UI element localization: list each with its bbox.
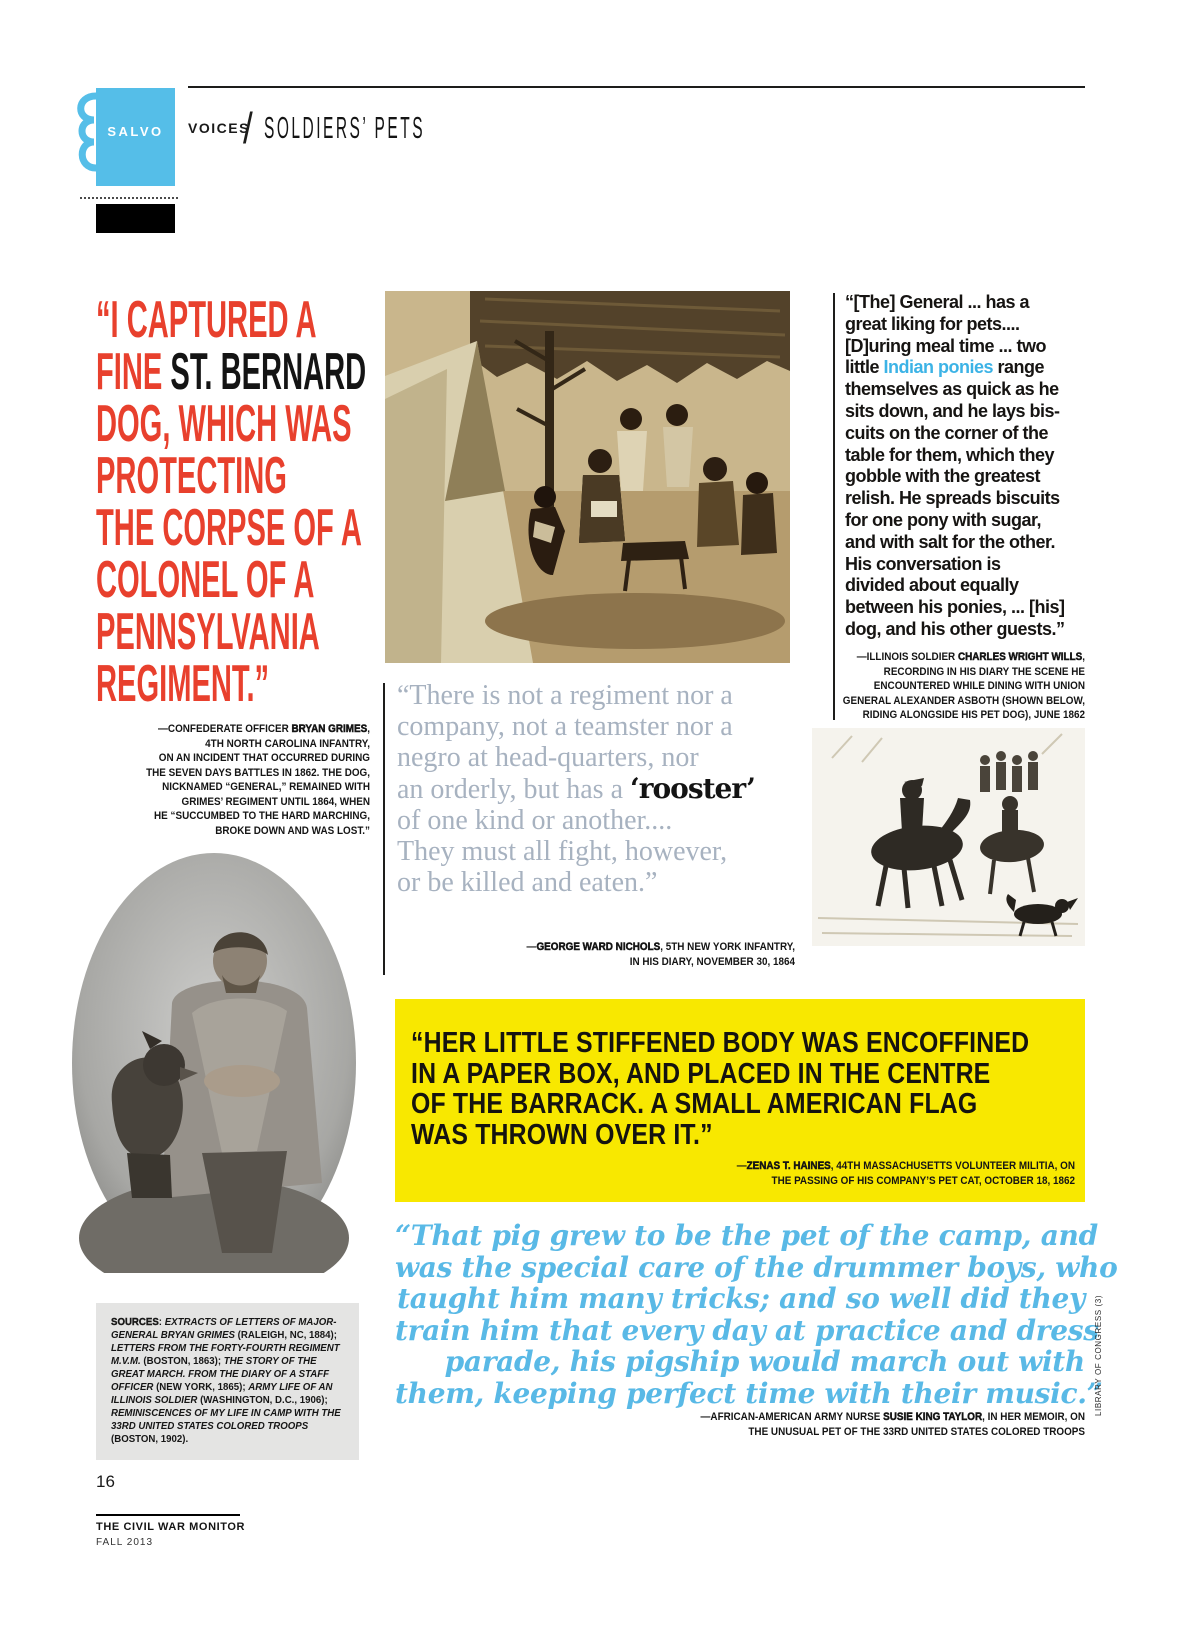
source-segment: (NEW YORK, 1865); xyxy=(153,1381,249,1393)
source-segment: (RALEIGH, NC, 1884); xyxy=(234,1329,337,1341)
quote-text: , 5TH NEW YORK INFANTRY, xyxy=(660,941,795,953)
pull-quote-nichols xyxy=(397,680,755,898)
quote-text: NICKNAMED “GENERAL,” REMAINED WITH xyxy=(162,781,370,793)
quote-emphasis: Indian ponies xyxy=(883,357,994,378)
quote-line xyxy=(96,499,398,557)
quote-text: train him that every day at practice and dress xyxy=(395,1313,1099,1347)
quote-emphasis: ‘rooster’ xyxy=(630,772,755,805)
quote-text: between his ponies, ... [his] xyxy=(845,597,1065,618)
quote-line xyxy=(845,445,1065,467)
quote-line xyxy=(397,742,755,773)
quote-line xyxy=(90,824,370,839)
header-slash: / xyxy=(243,104,253,153)
quote-emphasis: ZENAS T. HAINES xyxy=(746,1160,831,1172)
quote-line xyxy=(397,773,755,805)
quote-text: gobble with the greatest xyxy=(845,466,1041,487)
quote-text: OF THE BARRACK. A SMALL AMERICAN FLAG xyxy=(411,1088,978,1120)
quote-line xyxy=(90,722,370,737)
quote-emphasis: CHARLES WRIGHT WILLS xyxy=(957,651,1083,663)
quote-text: GENERAL ALEXANDER ASBOTH (SHOWN BELOW, xyxy=(842,694,1085,707)
quote-text: , xyxy=(1082,651,1085,663)
quote-text: —AFRICAN-AMERICAN ARMY NURSE xyxy=(700,1411,884,1423)
source-segment: : xyxy=(158,1316,165,1328)
quote-text: ON AN INCIDENT THAT OCCURRED DURING xyxy=(158,752,370,764)
quote-text: DOG, WHICH WAS xyxy=(96,395,352,453)
quote-text: , 44TH MASSACHUSETTS VOLUNTEER MILITIA, ON xyxy=(830,1160,1075,1172)
pull-quote-wills xyxy=(845,292,1065,641)
quote-text: REGIMENT.” xyxy=(96,655,270,713)
quote-line xyxy=(411,1120,1069,1151)
source-segment: (BOSTON, 1863); xyxy=(140,1355,224,1367)
camp-photograph xyxy=(385,291,790,663)
quote-text: little xyxy=(845,357,884,378)
quote-text: His conversation is xyxy=(845,553,1001,574)
quote-text: THE SEVEN DAYS BATTLES IN 1862. THE DOG, xyxy=(146,766,370,779)
quote-text: FINE xyxy=(96,343,171,401)
quote-text: them, keeping perfect time with their music.” xyxy=(395,1376,1103,1410)
quote-line xyxy=(845,423,1065,445)
highlight-quote-box xyxy=(395,999,1085,1202)
quote-text: negro at head-quarters, nor xyxy=(397,742,699,773)
quote-line xyxy=(845,619,1065,641)
quote-text: —ILLINOIS SOLDIER xyxy=(856,651,958,663)
quote-text: THE PASSING OF HIS COMPANY’S PET CAT, OCTOBER 18, 1862 xyxy=(771,1174,1075,1187)
quote-text: PROTECTING xyxy=(96,447,287,505)
quote-line xyxy=(845,314,1065,336)
quote-text: cuits on the corner of the xyxy=(845,422,1049,443)
quote-emphasis: SUSIE KING TAYLOR xyxy=(883,1411,983,1423)
quote-line xyxy=(411,1059,1069,1090)
quote-line xyxy=(90,766,370,781)
quote-line xyxy=(411,1089,1069,1120)
quote-text: ENCOUNTERED WHILE DINING WITH UNION xyxy=(873,680,1085,692)
quote-line xyxy=(397,805,755,836)
quote-line xyxy=(365,1425,1085,1440)
quote-line xyxy=(395,1283,1085,1315)
attribution-haines xyxy=(364,1159,1075,1188)
quote-line xyxy=(96,291,398,349)
magazine-name: THE CIVIL WAR MONITOR xyxy=(96,1521,246,1533)
quote-line xyxy=(397,867,755,898)
quote-line xyxy=(397,711,755,742)
quote-text: , IN HER MEMOIR, ON xyxy=(982,1411,1085,1423)
quote-line xyxy=(90,809,370,824)
source-segment: (WASHINGTON, D.C., 1906); xyxy=(197,1394,328,1406)
quote-line xyxy=(845,597,1065,619)
dotted-divider xyxy=(80,197,178,199)
quote-text: an orderly, but has a xyxy=(397,774,630,805)
quote-line xyxy=(845,466,1065,488)
quote-text: HE “SUCCUMBED TO THE HARD MARCHING, xyxy=(154,810,370,822)
salvo-scroll-icon xyxy=(72,90,98,186)
quote-text: , xyxy=(367,723,370,735)
quote-line xyxy=(397,836,755,867)
quote-line xyxy=(395,1346,1085,1378)
quote-text: “[The] General ... has a xyxy=(845,292,1030,312)
quote-line xyxy=(845,510,1065,532)
quote-line xyxy=(845,357,1065,379)
quote-line xyxy=(96,343,398,401)
quote-line xyxy=(845,401,1065,423)
quote-line xyxy=(845,336,1065,358)
quote-line xyxy=(845,532,1065,554)
header-rule xyxy=(188,86,1085,88)
source-segment: LETTERS FROM THE FORTY-FOURTH REGIMENT M.V.M. xyxy=(111,1342,340,1367)
quote-text: for one pony with sugar, xyxy=(845,509,1042,530)
quote-line xyxy=(397,680,755,711)
quote-text: themselves as quick as he xyxy=(845,379,1059,400)
quote-emphasis: ST. BERNARD xyxy=(170,343,367,401)
sources-text xyxy=(111,1316,344,1446)
quote-text: PENNSYLVANIA xyxy=(96,603,320,661)
quote-line xyxy=(90,780,370,795)
quote-line xyxy=(395,1313,1099,1347)
quote-line xyxy=(96,447,398,505)
quote-text: 4TH NORTH CAROLINA INFANTRY, xyxy=(205,737,370,750)
section-label: VOICES xyxy=(188,120,250,136)
quote-line xyxy=(365,1410,1085,1425)
page-title: SOLDIERS’ PETS xyxy=(264,110,426,145)
source-segment: REMINISCENCES OF MY LIFE IN CAMP WITH THE 33RD UNITED STATES COLORED TROOPS xyxy=(111,1407,341,1432)
source-segment: THE STORY OF THE GREAT MARCH. FROM THE DIARY OF A STAFF OFFICER xyxy=(111,1355,330,1393)
quote-line xyxy=(515,940,795,955)
quote-text: sits down, and he lays bis- xyxy=(845,400,1060,421)
quote-text: [D]uring meal time ... two xyxy=(845,335,1047,356)
attribution-grimes xyxy=(90,722,370,838)
quote-line xyxy=(90,795,370,810)
quote-line xyxy=(515,955,795,970)
source-segment: ARMY LIFE OF AN ILLINOIS SOLDIER xyxy=(111,1381,333,1406)
quote-text: IN A PAPER BOX, AND PLACED IN THE CENTRE xyxy=(411,1057,991,1090)
quote-line xyxy=(90,751,370,766)
attribution-wills xyxy=(725,650,1085,723)
quote-line xyxy=(395,1250,1118,1284)
quote-text: —CONFEDERATE OFFICER xyxy=(158,723,292,735)
source-segment: SOURCES xyxy=(111,1316,159,1328)
quote-text: — xyxy=(736,1160,747,1172)
attribution-taylor xyxy=(365,1410,1085,1439)
quote-emphasis: BRYAN GRIMES xyxy=(291,723,368,735)
quote-line xyxy=(845,488,1065,510)
footer-rule xyxy=(96,1514,240,1516)
pull-quote-grimes xyxy=(96,291,398,713)
quote-text: table for them, which they xyxy=(845,444,1055,465)
quote-text: RECORDING IN HIS DIARY THE SCENE HE xyxy=(883,665,1085,678)
quote-text: range xyxy=(993,357,1045,378)
quote-line xyxy=(845,292,1065,314)
quote-text: RIDING ALONGSIDE HIS PET DOG), JUNE 1862 xyxy=(862,709,1085,721)
quote-line xyxy=(725,679,1085,694)
quote-line xyxy=(411,1028,1069,1059)
quote-line xyxy=(725,650,1085,665)
quote-line xyxy=(845,379,1065,401)
quote-text: company, not a teamster nor a xyxy=(397,711,733,742)
quote-text: “I CAPTURED A xyxy=(96,291,317,349)
quote-text: parade, his pigship would march out with xyxy=(444,1345,1085,1378)
quote-text: BROKE DOWN AND WAS LOST.” xyxy=(215,824,370,837)
source-segment: EXTRACTS OF LETTERS OF MAJOR-GENERAL BRYAN GRIMES xyxy=(111,1316,337,1341)
portrait-photograph-man-with-dog xyxy=(72,853,357,1273)
quote-line xyxy=(96,551,398,609)
pull-quote-haines xyxy=(411,1028,1069,1150)
quote-text: WAS THROWN OVER IT.” xyxy=(411,1118,713,1151)
quote-text: of one kind or another.... xyxy=(397,805,673,836)
quote-text: dog, and his other guests.” xyxy=(845,618,1065,639)
quote-text: “That pig grew to be the pet of the camp, and xyxy=(395,1219,1098,1252)
quote-line xyxy=(725,708,1085,723)
page-number: 16 xyxy=(96,1472,115,1491)
quote-line xyxy=(725,694,1085,709)
quote-line xyxy=(725,665,1085,680)
quote-text: COLONEL OF A xyxy=(96,551,315,609)
quote-line xyxy=(364,1159,1075,1174)
quote-text: great liking for pets.... xyxy=(845,313,1020,334)
issue-date: FALL 2013 xyxy=(96,1537,154,1548)
quote-emphasis: GEORGE WARD NICHOLS xyxy=(536,941,661,953)
quote-text: They must all fight, however, xyxy=(397,836,728,867)
source-segment: (BOSTON, 1902). xyxy=(111,1433,189,1445)
quote-line xyxy=(96,395,398,453)
sources-box xyxy=(96,1303,359,1460)
quote-text: THE UNUSUAL PET OF THE 33RD UNITED STATES COLORED TROOPS xyxy=(748,1425,1085,1438)
quote-text: was the special care of the drummer boys, who xyxy=(395,1250,1118,1284)
quote-line xyxy=(845,554,1065,576)
quote-text: or be killed and eaten.” xyxy=(397,867,658,898)
column-rule xyxy=(383,683,385,975)
quote-line xyxy=(90,737,370,752)
quote-text: GRIMES’ REGIMENT UNTIL 1864, WHEN xyxy=(181,795,370,808)
header-black-bar xyxy=(96,204,175,233)
quote-line xyxy=(96,655,398,713)
photo-credit: LIBRARY OF CONGRESS (3) xyxy=(1094,1294,1103,1416)
quote-line xyxy=(845,575,1065,597)
salvo-label: SALVO xyxy=(107,124,164,139)
quote-line xyxy=(364,1174,1075,1189)
quote-text: THE CORPSE OF A xyxy=(96,499,362,557)
engraving-general-asboth-riding-with-dog xyxy=(812,728,1085,946)
quote-text: taught him many tricks; and so well did they xyxy=(397,1282,1085,1315)
quote-text: IN HIS DIARY, NOVEMBER 30, 1864 xyxy=(629,955,795,968)
quote-text: “There is not a regiment nor a xyxy=(397,680,733,711)
quote-text: relish. He spreads biscuits xyxy=(845,488,1060,509)
attribution-nichols xyxy=(515,940,795,969)
quote-line xyxy=(96,603,398,661)
quote-text: and with salt for the other. xyxy=(845,531,1056,552)
quote-text: “HER LITTLE STIFFENED BODY WAS ENCOFFINED xyxy=(411,1027,1030,1059)
quote-text: — xyxy=(526,941,537,953)
quote-line xyxy=(395,1376,1103,1410)
quote-text: divided about equally xyxy=(845,575,1019,596)
quote-line xyxy=(395,1219,1098,1252)
